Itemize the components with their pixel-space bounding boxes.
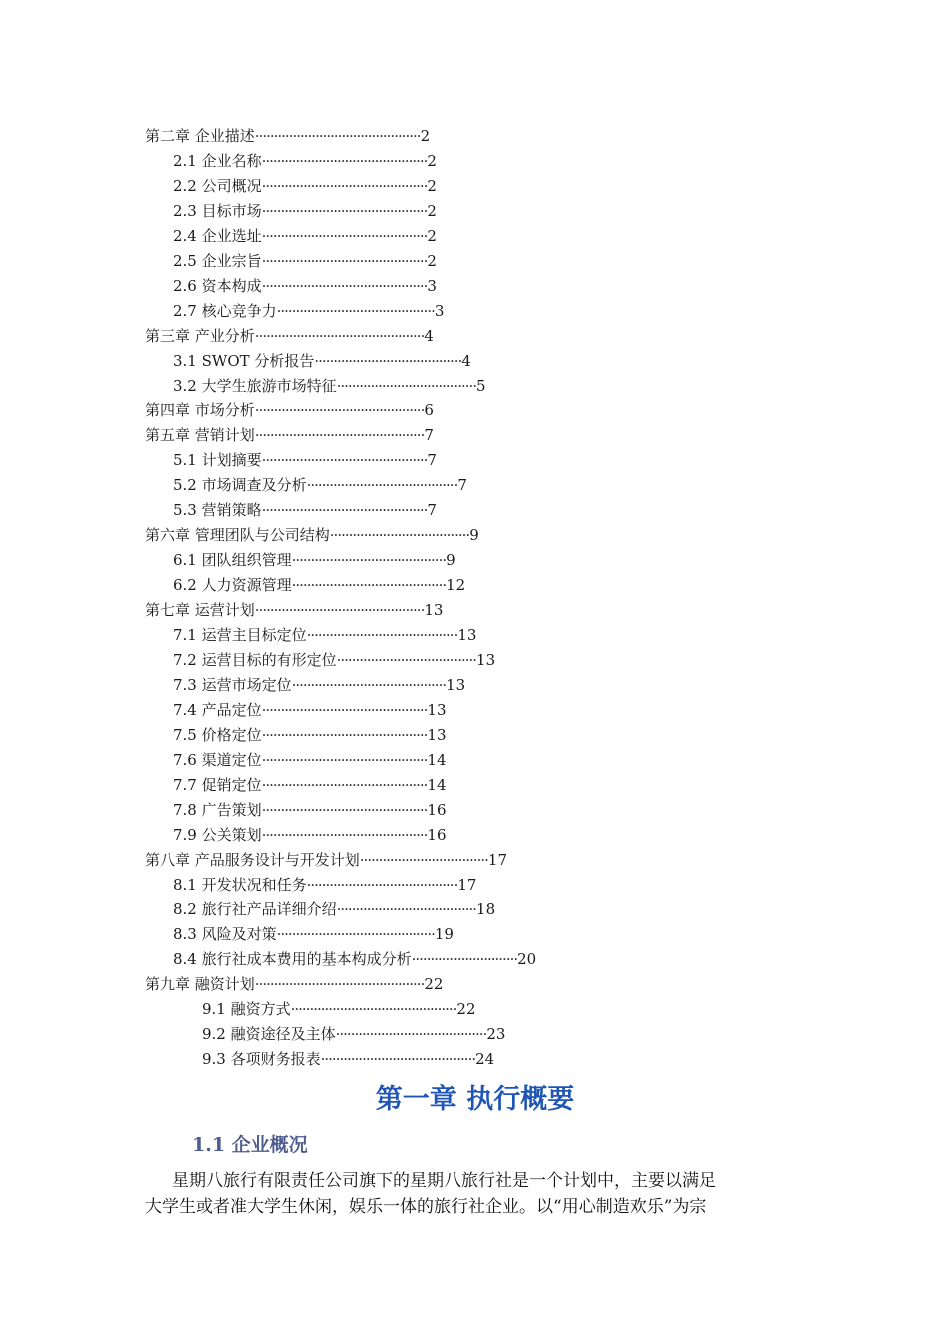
toc-entry-title: 7.4 产品定位 — [173, 701, 262, 719]
toc-entry-title: 8.1 开发状况和任务 — [173, 876, 307, 894]
toc-entry[interactable] — [145, 850, 507, 870]
toc-entry-title: 第四章 市场分析 — [145, 401, 255, 419]
toc-page-number: 4 — [424, 327, 434, 345]
toc-page-number: 3 — [434, 302, 445, 320]
toc-page-number: 2 — [427, 152, 437, 170]
toc-entry-title: 7.1 运营主目标定位 — [173, 626, 307, 644]
toc-entry-title: 2.2 公司概况 — [173, 177, 262, 195]
toc-leader-dots: ············································ — [261, 451, 428, 469]
toc-page-number: 7 — [457, 476, 467, 494]
toc-leader-dots: ············································· — [254, 401, 425, 419]
toc-leader-dots: ···························· — [411, 950, 518, 968]
toc-leader-dots: ········································ — [306, 476, 458, 494]
body-paragraph-line: 星期八旅行有限责任公司旗下的星期八旅行社是一个计划中，主要以满足 — [172, 1171, 716, 1191]
toc-entry-title: 7.5 价格定位 — [173, 726, 262, 744]
toc-leader-dots: ············································ — [261, 177, 428, 195]
toc-page-number: 22 — [424, 975, 444, 993]
toc-page-number: 13 — [427, 726, 447, 744]
toc-page-number: 23 — [486, 1025, 506, 1043]
toc-page-number: 6 — [424, 401, 434, 419]
section-heading: 1.1 企业概况 — [192, 1134, 308, 1156]
toc-entry[interactable] — [145, 974, 443, 994]
toc-page-number: 12 — [446, 576, 466, 594]
toc-entry[interactable] — [173, 899, 495, 919]
toc-entry[interactable] — [173, 176, 437, 196]
toc-leader-dots: ········································ — [306, 876, 458, 894]
toc-entry-title: 第三章 产业分析 — [145, 327, 255, 345]
toc-entry-title: 2.6 资本构成 — [173, 277, 262, 295]
toc-leader-dots: ·································· — [359, 851, 488, 869]
toc-page-number: 13 — [424, 601, 444, 619]
toc-page-number: 5 — [476, 377, 486, 395]
toc-entry-title: 7.9 公关策划 — [173, 826, 262, 844]
toc-page-number: 9 — [446, 551, 456, 569]
toc-leader-dots: ············································ — [261, 152, 428, 170]
toc-entry[interactable] — [145, 126, 430, 146]
toc-leader-dots: ·········································· — [276, 925, 435, 943]
toc-leader-dots: ····································· — [336, 900, 477, 918]
toc-entry[interactable] — [173, 251, 437, 271]
toc-leader-dots: ············································· — [254, 426, 425, 444]
toc-page-number: 13 — [476, 651, 496, 669]
toc-leader-dots: ············································ — [254, 127, 421, 145]
toc-page-number: 2 — [427, 202, 437, 220]
toc-entry[interactable] — [202, 999, 476, 1019]
toc-page-number: 7 — [424, 426, 434, 444]
toc-entry[interactable] — [173, 650, 495, 670]
toc-page-number: 3 — [427, 277, 437, 295]
toc-page-number: 9 — [469, 526, 479, 544]
toc-page-number: 14 — [427, 751, 447, 769]
toc-page-number: 18 — [476, 900, 496, 918]
toc-leader-dots: ············································ — [261, 202, 428, 220]
toc-leader-dots: ····································· — [336, 651, 477, 669]
toc-entry[interactable] — [173, 475, 467, 495]
toc-entry[interactable] — [173, 949, 536, 969]
toc-entry[interactable] — [145, 425, 434, 445]
toc-leader-dots: ····································· — [336, 377, 477, 395]
toc-leader-dots: ·········································· — [276, 302, 435, 320]
toc-leader-dots: ············································· — [254, 975, 425, 993]
toc-page-number: 24 — [475, 1050, 495, 1068]
toc-leader-dots: ············································· — [254, 601, 425, 619]
toc-entry-title: 8.2 旅行社产品详细介绍 — [173, 900, 337, 918]
body-paragraph-line: 大学生或者准大学生休闲，娱乐一体的旅行社企业。以“用心制造欢乐”为宗 — [145, 1197, 707, 1217]
toc-entry[interactable] — [145, 525, 479, 545]
toc-entry[interactable] — [173, 924, 454, 944]
toc-page-number: 13 — [446, 676, 466, 694]
toc-leader-dots: ············································ — [261, 227, 428, 245]
toc-page-number: 14 — [427, 776, 447, 794]
toc-page-number: 7 — [427, 451, 437, 469]
toc-entry-title: 第七章 运营计划 — [145, 601, 255, 619]
toc-page-number: 4 — [461, 352, 471, 370]
toc-page-number: 16 — [427, 826, 447, 844]
toc-entry[interactable] — [145, 600, 443, 620]
toc-entry-title: 5.2 市场调查及分析 — [173, 476, 307, 494]
toc-leader-dots: ············································· — [254, 327, 425, 345]
toc-entry[interactable] — [173, 201, 437, 221]
toc-entry[interactable] — [173, 301, 444, 321]
toc-entry[interactable] — [173, 775, 447, 795]
toc-leader-dots: ······································· — [314, 352, 462, 370]
toc-entry[interactable] — [173, 725, 447, 745]
toc-entry[interactable] — [173, 351, 471, 371]
toc-page-number: 7 — [427, 501, 437, 519]
toc-entry-title: 第二章 企业描述 — [145, 127, 255, 145]
toc-leader-dots: ············································ — [261, 252, 428, 270]
toc-leader-dots: ············································ — [261, 826, 428, 844]
toc-entry[interactable] — [173, 675, 465, 695]
toc-entry-title: 7.6 渠道定位 — [173, 751, 262, 769]
toc-entry[interactable] — [173, 875, 476, 895]
toc-page-number: 2 — [427, 227, 437, 245]
toc-leader-dots: ········································ — [306, 626, 458, 644]
toc-entry-title: 5.3 营销策略 — [173, 501, 262, 519]
toc-entry-title: 7.2 运营目标的有形定位 — [173, 651, 337, 669]
toc-page-number: 20 — [517, 950, 537, 968]
toc-entry-title: 8.4 旅行社成本费用的基本构成分析 — [173, 950, 412, 968]
toc-entry-title: 9.3 各项财务报表 — [202, 1050, 321, 1068]
toc-entry-title: 9.1 融资方式 — [202, 1000, 291, 1018]
toc-entry[interactable] — [173, 376, 486, 396]
toc-entry[interactable] — [173, 700, 447, 720]
toc-entry-title: 第八章 产品服务设计与开发计划 — [145, 851, 360, 869]
toc-entry[interactable] — [173, 800, 447, 820]
toc-leader-dots: ····································· — [329, 526, 470, 544]
toc-entry[interactable] — [173, 575, 465, 595]
toc-leader-dots: ········································ — [335, 1025, 487, 1043]
toc-leader-dots: ············································ — [261, 801, 428, 819]
chapter-heading: 第一章 执行概要 — [375, 1084, 575, 1115]
toc-entry-title: 2.5 企业宗旨 — [173, 252, 262, 270]
toc-entry[interactable] — [173, 500, 437, 520]
toc-leader-dots: ············································ — [290, 1000, 457, 1018]
toc-entry[interactable] — [173, 151, 437, 171]
toc-entry-title: 2.3 目标市场 — [173, 202, 262, 220]
toc-page-number: 2 — [427, 252, 437, 270]
toc-entry[interactable] — [202, 1049, 494, 1069]
toc-entry[interactable] — [145, 326, 434, 346]
toc-entry-title: 3.2 大学生旅游市场特征 — [173, 377, 337, 395]
toc-entry-title: 2.7 核心竞争力 — [173, 302, 277, 320]
toc-leader-dots: ········································· — [320, 1050, 476, 1068]
toc-entry-title: 2.1 企业名称 — [173, 152, 262, 170]
toc-entry-title: 第六章 管理团队与公司结构 — [145, 526, 330, 544]
toc-entry[interactable] — [173, 450, 437, 470]
toc-entry[interactable] — [145, 400, 434, 420]
toc-entry-title: 7.8 广告策划 — [173, 801, 262, 819]
toc-leader-dots: ········································· — [291, 676, 447, 694]
toc-entry-title: 9.2 融资途径及主体 — [202, 1025, 336, 1043]
toc-page-number: 13 — [457, 626, 477, 644]
toc-entry-title: 7.3 运营市场定位 — [173, 676, 292, 694]
toc-leader-dots: ············································ — [261, 726, 428, 744]
toc-leader-dots: ············································ — [261, 501, 428, 519]
toc-leader-dots: ········································· — [291, 576, 447, 594]
toc-entry-title: 第五章 营销计划 — [145, 426, 255, 444]
toc-page-number: 16 — [427, 801, 447, 819]
toc-entry[interactable] — [173, 550, 456, 570]
toc-leader-dots: ············································ — [261, 277, 428, 295]
toc-page-number: 2 — [427, 177, 437, 195]
toc-leader-dots: ········································· — [291, 551, 447, 569]
toc-entry[interactable] — [173, 276, 437, 296]
toc-entry[interactable] — [173, 625, 476, 645]
toc-entry[interactable] — [173, 750, 447, 770]
toc-entry[interactable] — [173, 226, 437, 246]
toc-entry-title: 6.1 团队组织管理 — [173, 551, 292, 569]
toc-leader-dots: ············································ — [261, 776, 428, 794]
toc-entry-title: 6.2 人力资源管理 — [173, 576, 292, 594]
toc-entry-title: 7.7 促销定位 — [173, 776, 262, 794]
toc-entry[interactable] — [173, 825, 447, 845]
toc-entry-title: 第九章 融资计划 — [145, 975, 255, 993]
toc-page-number: 22 — [456, 1000, 476, 1018]
toc-page-number: 2 — [420, 127, 431, 145]
toc-entry-title: 8.3 风险及对策 — [173, 925, 277, 943]
toc-page-number: 13 — [427, 701, 447, 719]
toc-entry[interactable] — [202, 1024, 505, 1044]
toc-entry-title: 5.1 计划摘要 — [173, 451, 262, 469]
toc-page-number: 17 — [487, 851, 507, 869]
toc-entry-title: 2.4 企业选址 — [173, 227, 262, 245]
toc-page-number: 17 — [457, 876, 477, 894]
toc-leader-dots: ············································ — [261, 701, 428, 719]
toc-entry-title: 3.1 SWOT 分析报告 — [173, 352, 315, 370]
toc-leader-dots: ············································ — [261, 751, 428, 769]
toc-page-number: 19 — [434, 925, 454, 943]
